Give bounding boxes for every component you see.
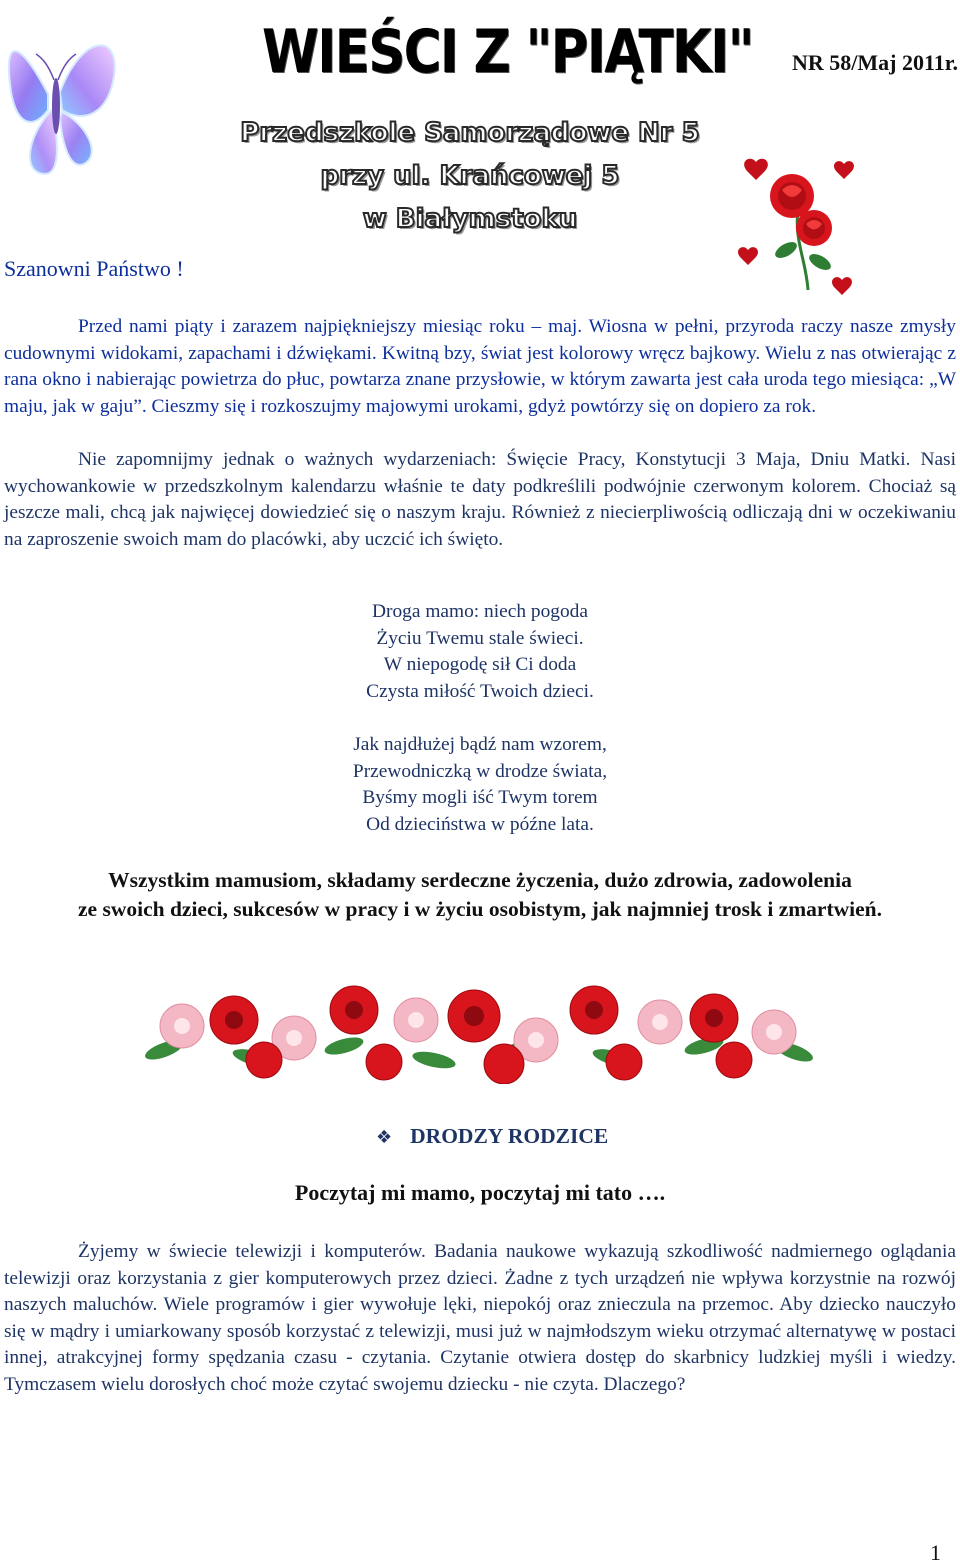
rose-garland-image bbox=[134, 980, 824, 1084]
red-roses-image bbox=[736, 150, 860, 300]
section-paragraph: Żyjemy w świecie telewizji i komputerów. Badania naukowe wykazują szkodliwość nadmiernego oglądania telewizji oraz korzystania z gier komputerowych przez dzieci. Żadne z tych urządzeń nie wpływa korzystnie na rozwój naszych maluchów. Wiele programów i gier wywołuje lęki, niepokój oraz znieczula na przemoc. Aby dziecko nauczyło się w mądry i umiarkowany sposób korzystać z telewizji, musi już w najmłodszym wieku otrzymać alternatywę w postaci innej, atrakcyjnej formy spędzania czasu - czytania. Czytanie otwiera dostęp do skarbnicy ludzkiej myśli i wiedzy. Tymczasem wielu dorosłych choć może czytać swojemu dziecku - nie czyta. Dlaczego? bbox=[4, 1241, 956, 1395]
poem-stanza-2 bbox=[0, 732, 960, 838]
poem-line: Byśmy mogli iść Twym torem bbox=[362, 787, 598, 809]
school-line-2: przy ul. Krańcowej 5 bbox=[320, 161, 620, 191]
school-name bbox=[240, 112, 700, 241]
greeting: Szanowni Państwo ! bbox=[4, 256, 184, 281]
events-paragraph: Nie zapomnijmy jednak o ważnych wydarzeniach: Święcie Pracy, Konstytucji 3 Maja, Dniu Matki. Nasi wychowankowie w przedszkolnym kalendarzu właśnie te daty podkreślili podwójnie czerwonym kolorem. Chociaż są jeszcze mali, chcą jak najwięcej dowiedzieć się o naszym kraju. Również z niecierpliwością odliczają dni w oczekiwaniu na zaproszenie swoich mam do placówki, aby uczcić ich święto. bbox=[4, 449, 956, 550]
diamond-bullet-icon: ❖ bbox=[376, 1127, 393, 1148]
poem-line: Przewodniczką w drodze świata, bbox=[352, 760, 608, 782]
page-number: 1 bbox=[930, 1540, 941, 1565]
wishes-line-2: ze swoich dzieci, sukcesów w pracy i w życiu osobistym, jak najmniej trosk i zmartwień. bbox=[78, 897, 882, 921]
section-heading bbox=[376, 1124, 608, 1149]
section-subheading: Poczytaj mi mamo, poczytaj mi tato …. bbox=[294, 1180, 666, 1205]
newsletter-title: WIEŚCI Z "PIĄTKI" bbox=[262, 17, 753, 87]
poem-stanza-1 bbox=[0, 599, 960, 705]
wishes-line-1: Wszystkim mamusiom, składamy serdeczne życzenia, dużo zdrowia, zadowolenia bbox=[108, 868, 852, 892]
poem-line: Jak najdłużej bądź nam wzorem, bbox=[353, 734, 607, 755]
school-line-3: w Białymstoku bbox=[362, 204, 578, 234]
wishes-text bbox=[0, 866, 960, 924]
poem-line: Czysta miłość Twoich dzieci. bbox=[366, 680, 594, 702]
section-heading-text: DRODZY RODZICE bbox=[410, 1124, 609, 1148]
poem-line: Życiu Twemu stale świeci. bbox=[376, 627, 584, 649]
issue-number: NR 58/Maj 2011r. bbox=[791, 50, 958, 75]
poem-line: Droga mamo: niech pogoda bbox=[372, 601, 588, 622]
intro-paragraph: Przed nami piąty i zarazem najpiękniejszy miesiąc roku – maj. Wiosna w pełni, przyroda raczy nasze zmysły cudownymi widokami, zapachami i dźwiękami. Kwitną bzy, świat jest kolorowy wręcz bajkowy. Wielu z nas otwierając z rana okno i nabierając powietrza do płuc, powtarza znane przysłowie, w którym zawarta jest cała uroda tego miesiąca: „W maju, jak w gaju”. Cieszmy się i rozkoszujmy majowymi urokami, gdyż powtórzy się on dopiero za rok. bbox=[4, 316, 956, 417]
butterfly-image bbox=[2, 14, 126, 184]
school-line-1: Przedszkole Samorządowe Nr 5 bbox=[240, 118, 700, 148]
poem-line: Od dzieciństwa w późne lata. bbox=[366, 813, 594, 835]
poem-line: W niepogodę sił Ci doda bbox=[383, 654, 577, 676]
